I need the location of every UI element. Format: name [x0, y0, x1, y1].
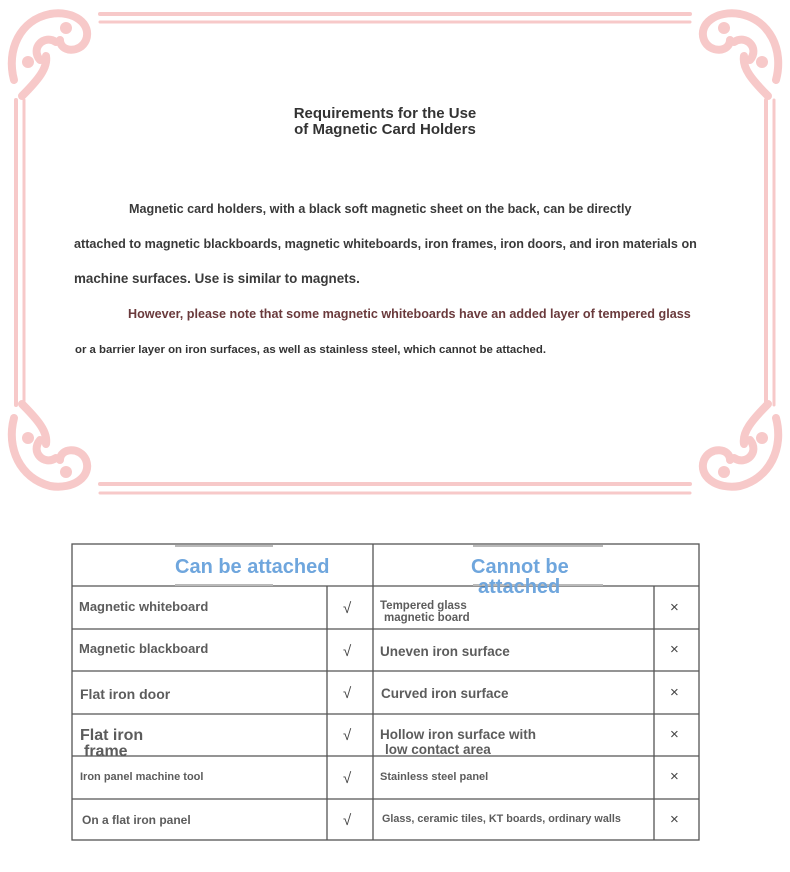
can-item-flat-iron-door: Flat iron door	[80, 686, 171, 702]
can-item-magnetic-whiteboard: Magnetic whiteboard	[79, 599, 209, 614]
can-item-iron-panel-machine-tool: Iron panel machine tool	[80, 771, 204, 783]
paragraph-1-line-1: Magnetic card holders, with a black soft magnetic sheet on the back, can be directly	[129, 202, 632, 216]
can-item-flat-iron-frame-line-1: Flat iron	[80, 727, 144, 744]
paragraph-2-line-1: However, please note that some magnetic whiteboards have an added layer of tempered glass	[128, 307, 691, 321]
header-cannot-line-2: attached	[478, 576, 561, 598]
cannot-item-stainless-steel: Stainless steel panel	[380, 771, 489, 783]
check-icon: √	[343, 600, 352, 617]
cannot-item-uneven-iron: Uneven iron surface	[380, 644, 510, 659]
cannot-item-hollow-iron-line-1: Hollow iron surface with	[380, 727, 537, 742]
title-line-2: of Magnetic Card Holders	[294, 121, 476, 138]
paragraph-1-line-3: machine surfaces. Use is similar to magnets.	[74, 271, 360, 286]
cannot-item-hollow-iron-line-2: low contact area	[385, 742, 491, 757]
check-icon: √	[343, 812, 352, 829]
cross-icon: ×	[670, 599, 679, 616]
cross-icon: ×	[670, 726, 679, 743]
header-cannot-line-1: Cannot be	[471, 556, 569, 578]
can-item-flat-iron-frame-line-2: frame	[84, 743, 128, 760]
cannot-item-curved-iron: Curved iron surface	[381, 686, 509, 701]
cannot-item-glass-tiles-walls: Glass, ceramic tiles, KT boards, ordinary walls	[382, 813, 621, 825]
cannot-item-tempered-glass-line-1: Tempered glass	[380, 600, 467, 612]
paragraph-2-line-2: or a barrier layer on iron surfaces, as well as stainless steel, which cannot be attached.	[75, 344, 546, 356]
paragraph-1-line-2: attached to magnetic blackboards, magnetic whiteboards, iron frames, iron doors, and iron materials on	[74, 237, 697, 251]
cross-icon: ×	[670, 684, 679, 701]
can-item-flat-iron-panel: On a flat iron panel	[82, 813, 191, 827]
cross-icon: ×	[670, 811, 679, 828]
header-can-be-attached: Can be attached	[175, 556, 330, 578]
can-item-magnetic-blackboard: Magnetic blackboard	[79, 641, 209, 656]
check-icon: √	[343, 727, 352, 744]
cross-icon: ×	[670, 641, 679, 658]
cannot-item-tempered-glass-line-2: magnetic board	[384, 612, 470, 624]
check-icon: √	[343, 770, 352, 787]
cross-icon: ×	[670, 768, 679, 785]
title-line-1: Requirements for the Use	[293, 105, 477, 122]
check-icon: √	[343, 643, 352, 660]
check-icon: √	[343, 685, 352, 702]
